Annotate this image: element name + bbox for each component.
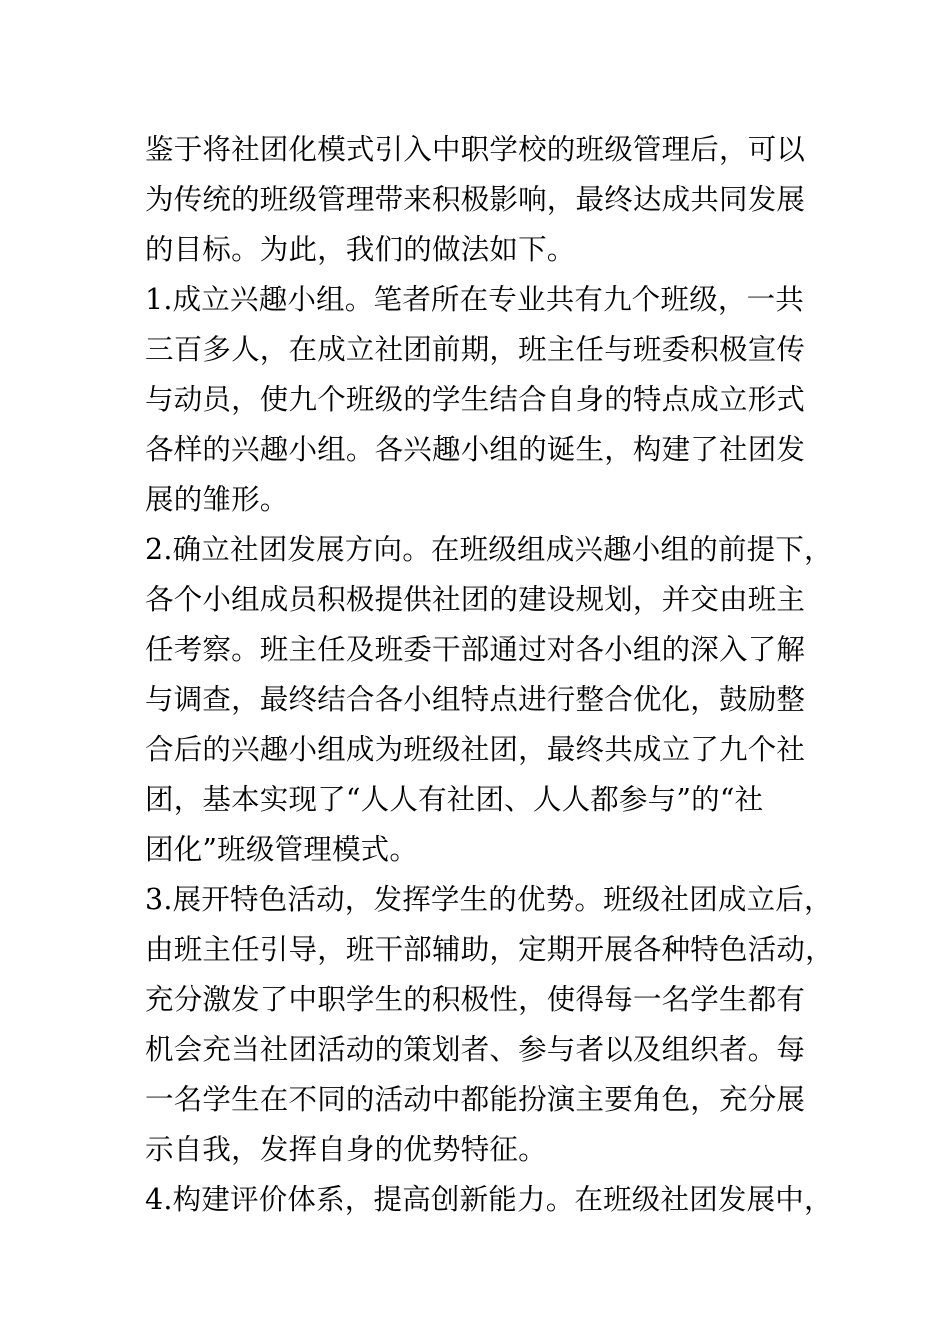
text-line: 任考察。班主任及班委干部通过对各小组的深入了解 [145,633,806,666]
text-line: 团化”班级管理模式。 [145,833,419,866]
text-line: 与调查，最终结合各小组特点进行整合优化，鼓励整 [145,683,806,716]
text-line: 展的雏形。 [145,483,289,516]
text-line: 各个小组成员积极提供社团的建设规划，并交由班主 [145,583,806,616]
text-line: 示自我，发挥自身的优势特征。 [145,1133,547,1166]
text-line: 为传统的班级管理带来积极影响，最终达成共同发展 [145,183,806,216]
text-line: 合后的兴趣小组成为班级社团，最终共成立了九个社 [145,733,806,766]
body-text [145,125,835,1225]
text-line: 4.构建评价体系，提高创新能力。在班级社团发展中， [145,1183,833,1216]
text-line: 团，基本实现了“人人有社团、人人都参与”的“社 [145,783,764,816]
text-line: 各样的兴趣小组。各兴趣小组的诞生，构建了社团发 [145,433,806,466]
text-line: 1.成立兴趣小组。笔者所在专业共有九个班级，一共 [145,283,804,316]
text-line: 鉴于将社团化模式引入中职学校的班级管理后，可以 [145,133,806,166]
text-line: 的目标。为此，我们的做法如下。 [145,233,576,266]
text-line: 与动员，使九个班级的学生结合自身的特点成立形式 [145,383,806,416]
text-line: 充分激发了中职学生的积极性，使得每一名学生都有 [145,983,806,1016]
text-line: 一名学生在不同的活动中都能扮演主要角色，充分展 [145,1083,806,1116]
text-line: 3.展开特色活动，发挥学生的优势。班级社团成立后， [145,883,833,916]
text-line: 机会充当社团活动的策划者、参与者以及组织者。每 [145,1033,806,1066]
text-line: 2.确立社团发展方向。在班级组成兴趣小组的前提下， [145,533,833,566]
text-line: 由班主任引导，班干部辅助，定期开展各种特色活动， [145,933,834,966]
text-line: 三百多人，在成立社团前期，班主任与班委积极宣传 [145,333,806,366]
